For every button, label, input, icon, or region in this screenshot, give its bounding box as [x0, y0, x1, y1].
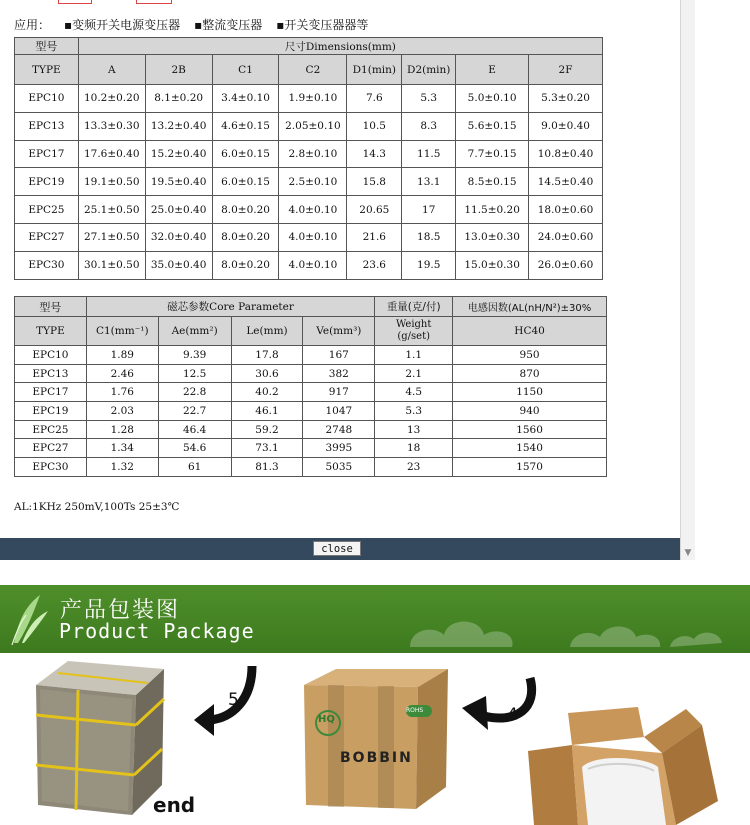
- core-col-header: HC40: [453, 317, 607, 346]
- core-col-header: Le(mm): [231, 317, 303, 346]
- model-cell: EPC19: [15, 168, 79, 196]
- core-col-header: C1(mm⁻¹): [86, 317, 158, 346]
- value-cell: 19.1±0.50: [78, 168, 145, 196]
- value-cell: 1.89: [86, 346, 158, 365]
- applications-prefix: 应用：: [14, 18, 51, 32]
- value-cell: 24.0±0.60: [529, 223, 603, 251]
- value-cell: 21.6: [347, 223, 402, 251]
- value-cell: 6.0±0.15: [212, 140, 279, 168]
- close-button[interactable]: close: [313, 541, 361, 556]
- model-cell: EPC13: [15, 364, 87, 383]
- value-cell: 167: [303, 346, 375, 365]
- value-cell: 1.28: [86, 420, 158, 439]
- value-cell: 13.3±0.30: [78, 112, 145, 140]
- dim-col-header: C1: [212, 55, 279, 85]
- value-cell: 4.6±0.15: [212, 112, 279, 140]
- core-header-weight: 重量(克/付): [375, 297, 453, 317]
- value-cell: 59.2: [231, 420, 303, 439]
- model-cell: EPC19: [15, 402, 87, 421]
- value-cell: 1570: [453, 458, 607, 477]
- value-cell: 4.0±0.10: [279, 251, 347, 279]
- value-cell: 382: [303, 364, 375, 383]
- dimensions-table: [14, 37, 603, 280]
- value-cell: 54.6: [158, 439, 231, 458]
- value-cell: 26.0±0.60: [529, 251, 603, 279]
- value-cell: 12.5: [158, 364, 231, 383]
- table-row: [15, 458, 607, 477]
- dim-col-header: D2(min): [402, 55, 456, 85]
- value-cell: 8.0±0.20: [212, 196, 279, 224]
- table-row: [15, 140, 603, 168]
- value-cell: 10.2±0.20: [78, 85, 145, 113]
- product-package-banner: [0, 585, 750, 653]
- value-cell: 2.46: [86, 364, 158, 383]
- application-item: ▪变频开关电源变压器: [64, 18, 181, 32]
- core-col-header: Ae(mm²): [158, 317, 231, 346]
- value-cell: 5035: [303, 458, 375, 477]
- value-cell: 27.1±0.50: [78, 223, 145, 251]
- dim-col-header: 2B: [145, 55, 212, 85]
- value-cell: 4.5: [375, 383, 453, 402]
- value-cell: 17: [402, 196, 456, 224]
- value-cell: 950: [453, 346, 607, 365]
- red-image-frame-right: [136, 0, 172, 4]
- table-row: [15, 346, 607, 365]
- core-header-model-cn: 型号: [15, 297, 87, 317]
- application-item: ▪整流变压器: [194, 18, 263, 32]
- open-carton-photo: [526, 705, 726, 825]
- applications-line: [14, 16, 382, 33]
- value-cell: 14.5±0.40: [529, 168, 603, 196]
- value-cell: 1150: [453, 383, 607, 402]
- value-cell: 23: [375, 458, 453, 477]
- dim-col-header: 2F: [529, 55, 603, 85]
- package-title-en: Product Package: [59, 619, 255, 643]
- table-row: [15, 439, 607, 458]
- value-cell: 81.3: [231, 458, 303, 477]
- value-cell: 46.1: [231, 402, 303, 421]
- value-cell: 5.3±0.20: [529, 85, 603, 113]
- closed-carton-photo: [300, 665, 452, 813]
- value-cell: 870: [453, 364, 607, 383]
- dim-col-header: E: [456, 55, 529, 85]
- value-cell: 14.3: [347, 140, 402, 168]
- model-cell: EPC27: [15, 439, 87, 458]
- box-label: BOBBIN: [340, 750, 413, 766]
- core-col-header: Weight (g/set): [375, 317, 453, 346]
- value-cell: 18: [375, 439, 453, 458]
- value-cell: 1.76: [86, 383, 158, 402]
- dim-col-header: C2: [279, 55, 347, 85]
- value-cell: 5.3: [375, 402, 453, 421]
- bamboo-leaf-icon: [10, 593, 50, 645]
- package-title-cn: 产品包装图: [60, 598, 181, 623]
- table-row: [15, 251, 603, 279]
- model-cell: EPC25: [15, 420, 87, 439]
- value-cell: 2.05±0.10: [279, 112, 347, 140]
- value-cell: 9.39: [158, 346, 231, 365]
- value-cell: 8.0±0.20: [212, 251, 279, 279]
- value-cell: 13.2±0.40: [145, 112, 212, 140]
- al-note: AL:1KHz 250mV,100Ts 25±3℃: [14, 501, 180, 513]
- table-row: [15, 420, 607, 439]
- value-cell: 1.9±0.10: [279, 85, 347, 113]
- value-cell: 917: [303, 383, 375, 402]
- value-cell: 5.3: [402, 85, 456, 113]
- value-cell: 8.0±0.20: [212, 223, 279, 251]
- value-cell: 11.5: [402, 140, 456, 168]
- value-cell: 2.03: [86, 402, 158, 421]
- value-cell: 1560: [453, 420, 607, 439]
- value-cell: 15.2±0.40: [145, 140, 212, 168]
- model-cell: EPC27: [15, 223, 79, 251]
- value-cell: 40.2: [231, 383, 303, 402]
- value-cell: 3.4±0.10: [212, 85, 279, 113]
- dim-header-model-cn: 型号: [15, 38, 79, 55]
- end-label: end: [153, 793, 196, 817]
- value-cell: 3995: [303, 439, 375, 458]
- value-cell: 18.0±0.60: [529, 196, 603, 224]
- value-cell: 17.8: [231, 346, 303, 365]
- scroll-down-icon[interactable]: ▼: [684, 548, 692, 558]
- value-cell: 25.1±0.50: [78, 196, 145, 224]
- dim-header-group: 尺寸Dimensions(mm): [78, 38, 602, 55]
- value-cell: 8.1±0.20: [145, 85, 212, 113]
- value-cell: 13: [375, 420, 453, 439]
- cloud-pattern-icon: [400, 603, 740, 651]
- model-cell: EPC10: [15, 85, 79, 113]
- value-cell: 6.0±0.15: [212, 168, 279, 196]
- core-header-model-en: TYPE: [15, 317, 87, 346]
- value-cell: 19.5: [402, 251, 456, 279]
- value-cell: 46.4: [158, 420, 231, 439]
- model-cell: EPC13: [15, 112, 79, 140]
- model-cell: EPC10: [15, 346, 87, 365]
- table-row: [15, 168, 603, 196]
- value-cell: 9.0±0.40: [529, 112, 603, 140]
- value-cell: 61: [158, 458, 231, 477]
- value-cell: 35.0±0.40: [145, 251, 212, 279]
- value-cell: 940: [453, 402, 607, 421]
- value-cell: 17.6±0.40: [78, 140, 145, 168]
- value-cell: 73.1: [231, 439, 303, 458]
- value-cell: 5.0±0.10: [456, 85, 529, 113]
- model-cell: EPC25: [15, 196, 79, 224]
- value-cell: 15.0±0.30: [456, 251, 529, 279]
- value-cell: 25.0±0.40: [145, 196, 212, 224]
- value-cell: 8.3: [402, 112, 456, 140]
- table-row: [15, 383, 607, 402]
- value-cell: 2.8±0.10: [279, 140, 347, 168]
- value-cell: 10.8±0.40: [529, 140, 603, 168]
- box-rohs-badge: ROHS: [406, 707, 424, 714]
- value-cell: 1.32: [86, 458, 158, 477]
- value-cell: 22.8: [158, 383, 231, 402]
- value-cell: 11.5±0.20: [456, 196, 529, 224]
- value-cell: 15.8: [347, 168, 402, 196]
- value-cell: 4.0±0.10: [279, 223, 347, 251]
- value-cell: 32.0±0.40: [145, 223, 212, 251]
- value-cell: 8.5±0.15: [456, 168, 529, 196]
- model-cell: EPC17: [15, 140, 79, 168]
- close-bar: [0, 538, 680, 560]
- core-header-al: 电感因数(AL(nH/N²)±30%: [453, 297, 607, 317]
- value-cell: 5.6±0.15: [456, 112, 529, 140]
- step-4-number: 4: [507, 705, 518, 725]
- table-row: [15, 112, 603, 140]
- table-row: [15, 364, 607, 383]
- value-cell: 18.5: [402, 223, 456, 251]
- core-col-header: Ve(mm³): [303, 317, 375, 346]
- box-logo: HQ: [318, 714, 335, 725]
- red-image-frame-left: [58, 0, 92, 4]
- value-cell: 30.1±0.50: [78, 251, 145, 279]
- value-cell: 2748: [303, 420, 375, 439]
- value-cell: 22.7: [158, 402, 231, 421]
- value-cell: 2.1: [375, 364, 453, 383]
- value-cell: 13.1: [402, 168, 456, 196]
- value-cell: 30.6: [231, 364, 303, 383]
- value-cell: 1047: [303, 402, 375, 421]
- value-cell: 10.5: [347, 112, 402, 140]
- value-cell: 13.0±0.30: [456, 223, 529, 251]
- value-cell: 2.5±0.10: [279, 168, 347, 196]
- value-cell: 1.1: [375, 346, 453, 365]
- value-cell: 1.34: [86, 439, 158, 458]
- core-header-group: 磁芯参数Core Parameter: [86, 297, 374, 317]
- model-cell: EPC30: [15, 251, 79, 279]
- model-cell: EPC30: [15, 458, 87, 477]
- table-row: [15, 223, 603, 251]
- value-cell: 20.65: [347, 196, 402, 224]
- value-cell: 7.6: [347, 85, 402, 113]
- value-cell: 7.7±0.15: [456, 140, 529, 168]
- table-row: [15, 402, 607, 421]
- table-row: [15, 85, 603, 113]
- dim-col-header: D1(min): [347, 55, 402, 85]
- curved-arrow-step-5: [192, 660, 262, 738]
- step-5-number: 5: [228, 690, 239, 710]
- value-cell: 23.6: [347, 251, 402, 279]
- model-cell: EPC17: [15, 383, 87, 402]
- core-parameter-table: [14, 296, 607, 477]
- vertical-scrollbar[interactable]: [680, 0, 695, 560]
- table-row: [15, 196, 603, 224]
- value-cell: 4.0±0.10: [279, 196, 347, 224]
- value-cell: 1540: [453, 439, 607, 458]
- dim-col-header: A: [78, 55, 145, 85]
- value-cell: 19.5±0.40: [145, 168, 212, 196]
- dim-header-model-en: TYPE: [15, 55, 79, 85]
- application-item: ▪开关变压器器等: [276, 18, 369, 32]
